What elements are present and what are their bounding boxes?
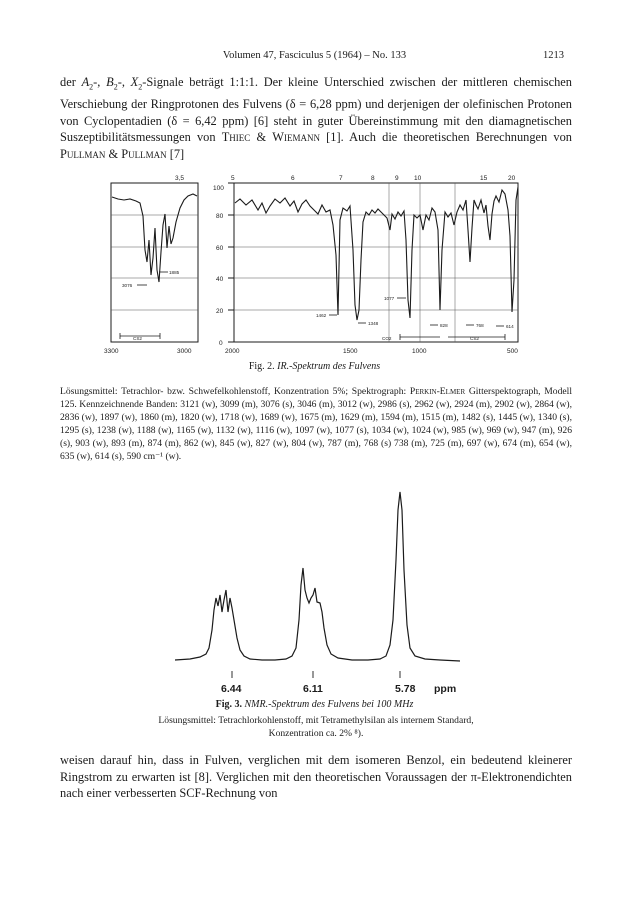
- ir-peak-labels: [122, 270, 514, 341]
- ir-gridlines: [111, 183, 518, 342]
- author-wiemann: Wiemann: [272, 130, 320, 145]
- ir-solvent-label: CS2: [470, 336, 479, 341]
- fig2-caption: [0, 361, 629, 372]
- ir-left-panel-frame: [111, 183, 198, 342]
- ir-top-tick: 7: [339, 175, 343, 182]
- ir-solvent-label: CS2: [133, 336, 142, 341]
- ir-top-tick: 5: [231, 175, 235, 182]
- ir-peak-label: 1348: [368, 321, 379, 326]
- nmr-spectrum-figure: [175, 492, 460, 678]
- ir-top-tick: 9: [395, 175, 399, 182]
- fig3-solvent-line-1: Lösungsmittel: Tetrachlorkohlenstoff, mit Tetramethylsilan als internem Standard,: [158, 715, 474, 726]
- subscript-a: 2: [89, 82, 94, 92]
- fig2-legend-bands: Gitterspektograph, Modell 125. Kennzeichnende Banden: 3121 (w), 3099 (m), 3076 (s), 3046 (m), 3012 (w), 2986 (s), 2962 (w), 2924 (m), 2902 (w), 2864 (w), 2836 (w), 1897 (w), 1860 (m), 1820 (w), 1718 (w), 1689 (w), 1675 (m), 1629 (m), 1594 (m), 1515 (m), 1482 (s), 1445 (w), 1340 (s), 1295 (s), 1238 (w), 1188 (w), 1165 (w), 1132 (w), 1116 (w), 1097 (w), 1077 (s), 1034 (w), 1024 (w), 985 (w), 969 (w), 947 (m), 926 (s), 903 (w), 893 (m), 874 (m), 862 (w), 845 (w), 827 (w), 804 (w), 787 (m), 768 (s) 738 (m), 725 (m), 697 (w), 674 (m), 654 (w), 635 (w), 614 (s), 590 cm⁻¹ (w).: [60, 386, 572, 462]
- ir-spectrum-figure: [111, 183, 518, 342]
- amp-2: &: [105, 146, 122, 161]
- sep-2: -,: [117, 75, 131, 89]
- ir-top-tick: 10: [414, 175, 422, 182]
- ir-top-tick: 8: [371, 175, 375, 182]
- ir-right-trace: [235, 187, 518, 320]
- ir-y-tick: 100: [213, 185, 224, 192]
- ir-y-tick: 0: [219, 340, 223, 347]
- nmr-unit-label: ppm: [434, 683, 457, 695]
- ir-y-tick: 80: [216, 213, 224, 220]
- fig2-legend-perkin: Perkin-Elmer: [409, 386, 466, 397]
- ir-peak-label: 3076: [122, 283, 133, 288]
- ir-y-axis-ticks: [228, 183, 234, 342]
- ir-y-tick: 60: [216, 245, 224, 252]
- fig2-legend-lead: Lösungsmittel: Tetrachlor- bzw. Schwefelkohlenstoff, Konzentration 5%; Spektrograph:: [60, 386, 410, 397]
- ir-peak-label: 1462: [316, 313, 327, 318]
- ir-solvent-brackets: [120, 333, 505, 340]
- ir-y-tick: 20: [216, 308, 224, 315]
- nmr-peak-ticks: [232, 671, 400, 678]
- fig2-caption-prefix: Fig. 2.: [248, 361, 275, 372]
- fig3-caption-text: NMR.-Spektrum des Fulvens bei 100 MHz: [244, 699, 414, 710]
- fig3-caption: [0, 699, 629, 710]
- intro-text-start: der: [60, 75, 82, 89]
- intro-text-end: [7]: [166, 146, 185, 161]
- nmr-peak-label: 6.44: [221, 683, 242, 695]
- nmr-peak-label: 5.78: [395, 683, 416, 695]
- intro-text-body: -Signale beträgt 1:1:1. Der kleine Unterschied zwischen der mittleren chemischen Verschiebung der Ringprotonen des Fulvens (δ = 6,28 ppm) und derjenigen der olefinischen Protonen von Cyclopentadien (δ = 6,42 ppm) [6] steht in guter Übereinstimmung mit den diamagnetischen Suszeptibilitätsmessungen von: [60, 75, 572, 145]
- ir-y-tick: 40: [216, 276, 224, 283]
- nmr-trace: [175, 492, 460, 661]
- ir-top-tick: 20: [508, 175, 516, 182]
- author-thiec: Thiec: [221, 130, 251, 145]
- ir-peak-label: 768: [476, 323, 484, 328]
- ir-peak-label: 614: [506, 324, 514, 329]
- ir-peak-label: 1077: [384, 296, 395, 301]
- ir-top-tick: 6: [291, 175, 295, 182]
- subscript-x: 2: [138, 82, 143, 92]
- subscript-b: 2: [113, 82, 118, 92]
- sep-1: -,: [93, 75, 107, 89]
- ir-top-tick: 3,5: [175, 175, 185, 182]
- ir-bottom-tick: 1000: [412, 348, 427, 355]
- closing-paragraph: [60, 752, 572, 802]
- ir-peak-label: 828: [440, 323, 448, 328]
- ir-top-tick: 15: [480, 175, 488, 182]
- nmr-axis-labels: [221, 683, 456, 695]
- fig3-solvent-line-2: Konzentration ca. 2% ⁸).: [268, 728, 364, 739]
- ir-bottom-tick: 500: [507, 348, 518, 355]
- page-number: 1213: [543, 50, 564, 61]
- fig3-caption-prefix: Fig. 3.: [215, 699, 243, 710]
- symbol-x: X: [130, 75, 139, 89]
- ir-bottom-tick: 2000: [225, 348, 240, 355]
- ir-peak-label: 1885: [169, 270, 180, 275]
- closing-text: weisen darauf hin, dass in Fulven, verglichen mit dem isomeren Benzol, ein bedeutend kleinerer Ringstrom zu erwarten ist [8]. Verglichen mit den theoretischen Voraussagen der π-Elektronendichten nach einer verbesserten SCF-Rechnung von: [60, 753, 572, 801]
- author-pullman-2: Pullman: [121, 146, 167, 161]
- symbol-b: B: [106, 75, 114, 89]
- ir-left-trace: [112, 194, 197, 282]
- nmr-peak-label: 6.11: [303, 683, 323, 695]
- amp-1: &: [250, 130, 273, 145]
- ir-bottom-tick: 1500: [343, 348, 358, 355]
- fig2-legend-paragraph: [60, 385, 572, 463]
- ir-bottom-tick: 3300: [104, 348, 119, 355]
- fig3-solvent-note: [60, 714, 572, 740]
- ir-bottom-tick: 3000: [177, 348, 192, 355]
- symbol-a: A: [81, 75, 90, 89]
- author-pullman-1: Pullman: [60, 146, 106, 161]
- ir-solvent-label: CO2: [382, 336, 392, 341]
- ir-axis-labels: [104, 175, 518, 355]
- ir-right-panel-frame: [234, 183, 518, 342]
- journal-reference: Volumen 47, Fasciculus 5 (1964) – No. 133: [222, 50, 407, 61]
- intro-text-mid: [1]. Auch die theoretischen Berechnungen von: [319, 130, 573, 145]
- fig2-caption-text: IR.-Spektrum des Fulvens: [277, 361, 381, 372]
